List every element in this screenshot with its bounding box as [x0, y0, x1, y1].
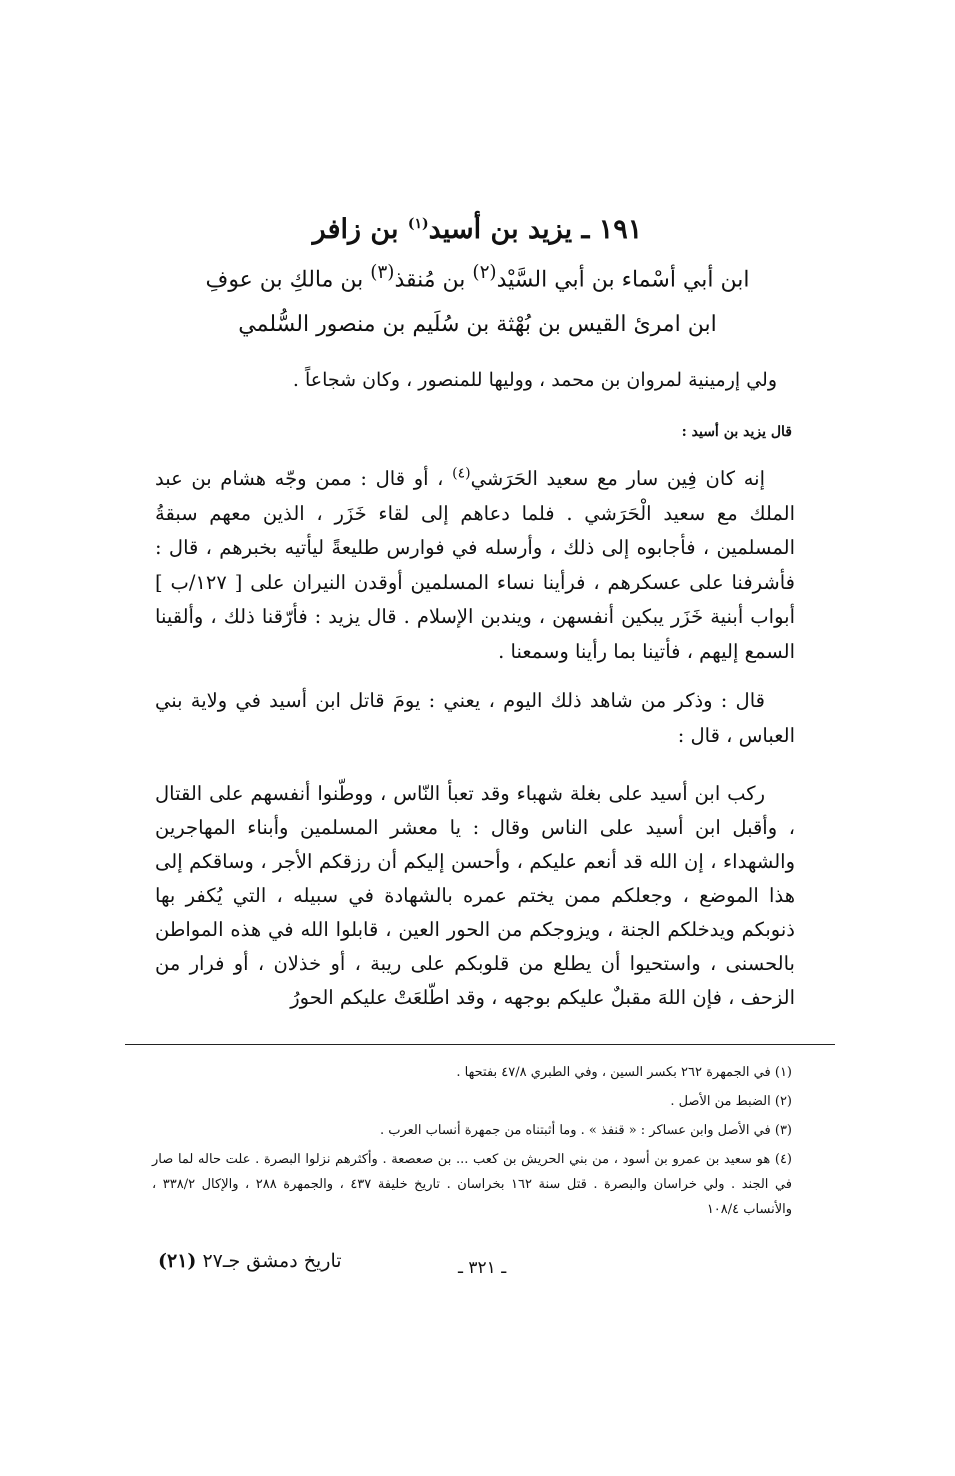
footnote-2: (٢) الضبط من الأصل . — [670, 1094, 792, 1109]
lineage-line-1 — [150, 258, 805, 295]
footnote-divider — [125, 1044, 835, 1045]
paragraph-1 — [155, 462, 795, 669]
narrator-label: قال يزيد بن أسيد : — [681, 424, 792, 440]
paragraph-1-rest: ، أو قال : ممن وجّه هشام بن عبد الملك مع سعيد الْحَرَشي . فلما دعاهم إلى لقاء خَزَر ، الذين معهم سبقةُ المسلمين ، فأجابوه إلى ذلك ، وأرسله في فوارس طليعةً ليأتيه بخبرهم ، قال : فأشرفنا على عسكرهم ، فرأينا نساء المسلمين أوقدن النيران على [ ١٢٧/ب ] أبواب أبنية خَزَر يبكين أنفسهن ، ويندبن الإسلام . قال يزيد : فأرّقنا ذلك ، وألقينا السمع إليهم ، فأتينا بما رأينا وسمعنا . — [155, 467, 796, 663]
entry-title — [150, 213, 805, 247]
book-footer — [158, 1250, 342, 1272]
footnote-3: (٣) في الأصل وابن عساكر : « قنفذ » . وما أثبتناه من جمهرة أنساب العرب . — [379, 1123, 792, 1138]
footnote-1: (١) في الجمهرة ٢٦٢ بكسر السين ، وفي الطبري ٤٧/٨ بفتحها . — [456, 1065, 792, 1080]
page-number: ـ ٣٢١ ـ — [458, 1258, 507, 1278]
footnote-ref-4: (٤) — [452, 465, 471, 482]
lineage-part-3: بن مالكِ بن عوفِ — [205, 267, 371, 293]
footnote-4: (٤) هو سعيد بن عمرو بن أسود ، من بني الحريش بن كعب ... بن صعصعة . وأكثرهم نزلوا البصرة . علت حاله لما صار في الجند . ولي خراسان والبصرة . قتل سنة ١٦٢ بخراسان . تاريخ خليفة ٤٣٧ ، والجمهرة ٢٨٨ ، والإكال ٣٣٨/٢ ، والأنساب ١٠٨/٤ — [152, 1152, 793, 1217]
book-title: تاريخ دمشق جـ٢٧ — [202, 1250, 342, 1272]
footnote-ref-2: (٢) — [472, 262, 497, 283]
paragraph-3: ركب ابن أسيد على بغلة شهباء وقد تعبأ النّاس ، ووطّنوا أنفسهم على القتال ، وأقبل ابن أسيد على الناس وقال : يا معشر المسلمين وأبناء المهاجرين والشهداء ، إن الله قد أنعم عليكم ، وأحسن إليكم أن رزقكم الأجر ، وساقكم إلى هذا الموضع ، وجعلكم ممن يختم عمره بالشهادة في سبيله ، التي يُكفر بها ذنوبكم ويدخلكم الجنة ، ويزوجكم من الحور العين ، قابلوا الله في هذه المواطن بالحسنى ، واستحيوا أن يطلع من قلوبكم على ريبة ، أو خذلان ، أو فرار من الزحف ، فإن اللهَ مقبلٌ عليكم بوجهه ، وقد اطّلعَتْ عليكم الحورُ — [155, 782, 795, 1009]
intro-text: ولي إرمينية لمروان بن محمد ، ووليها للمنصور ، وكان شجاعاً . — [292, 369, 777, 391]
title-suffix: بن زافر — [312, 214, 408, 245]
footnotes — [152, 1060, 792, 1226]
volume-number: (٢١) — [158, 1250, 197, 1272]
lineage-part-1: ابن أبي أسْماء بن أبي السَّيْد — [496, 267, 750, 293]
lineage-line-2: ابن امرئ القيس بن بُهْثة بن سُلَيم بن منصور السُّلمي — [238, 312, 717, 337]
paragraph-2: قال : وذكر من شاهد ذلك اليوم ، يعني : يومَ قاتل ابن أسيد في ولاية بني العباس ، قال : — [155, 689, 795, 747]
footnote-ref-3: (٣) — [370, 262, 395, 283]
paragraph-1-start: إنه كان فِين سار مع سعيد الحَرَشي — [470, 467, 765, 490]
footnote-ref-1: (١) — [407, 216, 429, 232]
lineage-part-2: بن مُنقذ — [394, 267, 473, 293]
title-main: ١٩١ ـ يزيد بن أسيد — [428, 214, 643, 245]
